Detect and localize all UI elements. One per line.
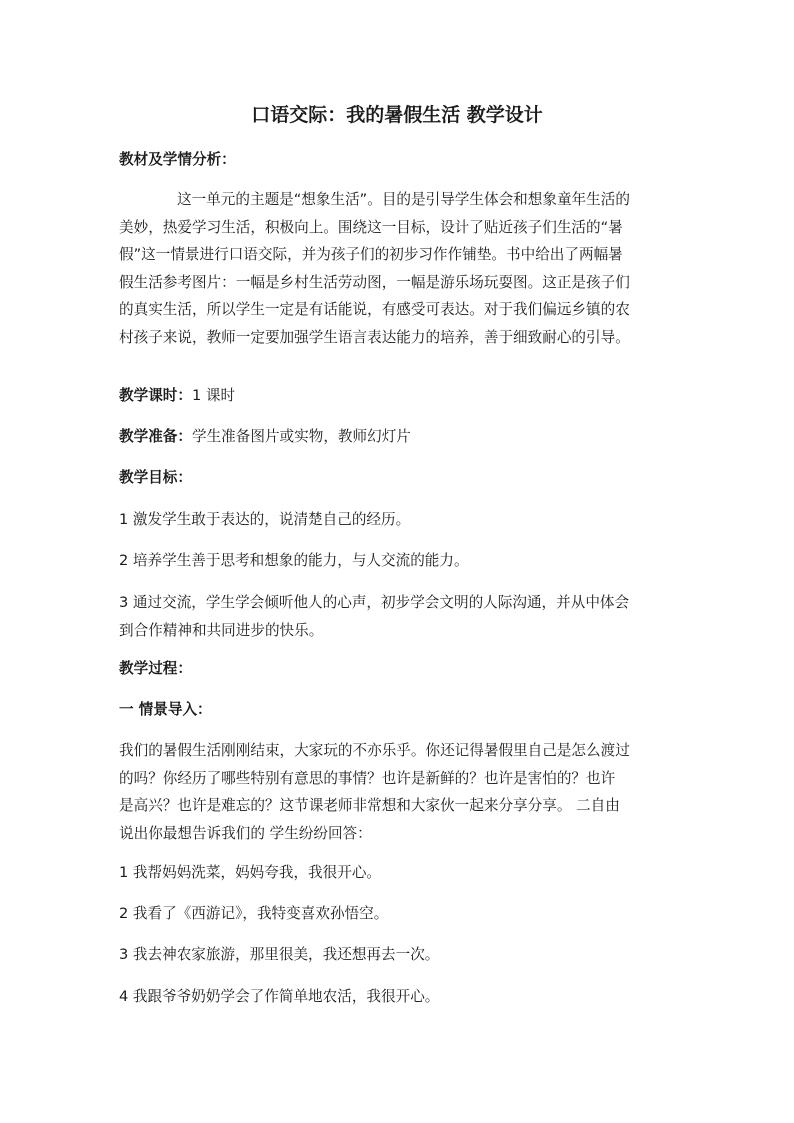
period-row xyxy=(119,383,691,409)
analysis-paragraph xyxy=(119,186,691,351)
prep-label: 教学准备： xyxy=(119,428,192,445)
intro-line: 我们的暑假生活刚刚结束，大家玩的不亦乐乎。你还记得暑假里自己是怎么渡过 xyxy=(119,742,630,759)
intro-line: 的吗？你经历了哪些特别有意思的事情？也许是新鲜的？也许是害怕的？也许 xyxy=(119,769,616,787)
document-title: 口语交际：我的暑假生活 教学设计 xyxy=(251,104,543,126)
goal-item: 2 培养学生善于思考和想象的能力，与人交流的能力。 xyxy=(119,552,469,569)
analysis-heading: 教材及学情分析： xyxy=(119,151,236,168)
goal-item xyxy=(119,589,691,644)
answer-item: 3 我去神农家旅游，那里很美，我还想再去一次。 xyxy=(119,946,440,963)
process-heading: 教学过程： xyxy=(119,660,192,677)
answer-item: 1 我帮妈妈洗菜，妈妈夸我，我很开心。 xyxy=(119,864,382,881)
analysis-line: 村孩子来说，教师一定要加强学生语言表达能力的培养，善于细致耐心的引导。 xyxy=(119,328,630,346)
period-label: 教学课时： xyxy=(119,387,192,404)
prep-row xyxy=(119,424,691,450)
intro-line: 说出你最想告诉我们的 学生纷纷回答： xyxy=(119,824,372,842)
goal-line: 到合作精神和共同进步的快乐。 xyxy=(119,621,324,639)
intro-line: 是高兴？也许是难忘的？这节课老师非常想和大家伙一起来分享分享。 二自由 xyxy=(119,797,620,814)
step-heading: 一 情景导入： xyxy=(119,701,212,718)
period-value: 1 课时 xyxy=(191,387,236,404)
goal-line: 3 通过交流，学生学会倾听他人的心声，初步学会文明的人际沟通，并从中体会 xyxy=(119,594,630,611)
analysis-line: 假”这一情景进行口语交际，并为孩子们的初步习作作铺垫。书中给出了两幅暑 xyxy=(119,246,623,263)
analysis-line: 这一单元的主题是“想象生活”。目的是引导学生体会和想象童年生活的 xyxy=(177,191,630,208)
answer-item: 4 我跟爷爷奶奶学会了作简单地农活，我很开心。 xyxy=(119,988,440,1005)
prep-value: 学生准备图片或实物，教师幻灯片 xyxy=(191,428,411,445)
analysis-line: 假生活参考图片：一幅是乡村生活劳动图，一幅是游乐场玩耍图。这正是孩子们 xyxy=(119,273,630,291)
analysis-line: 的真实生活，所以学生一定是有话能说，有感受可表达。对于我们偏远乡镇的农 xyxy=(119,301,630,318)
goals-heading: 教学目标： xyxy=(119,469,192,486)
analysis-line: 美妙，热爱学习生活，积极向上。围绕这一目标，设计了贴近孩子们生活的“暑 xyxy=(119,218,623,236)
answer-item: 2 我看了《西游记》，我特变喜欢孙悟空。 xyxy=(119,905,389,922)
intro-paragraph xyxy=(119,737,691,847)
goal-item: 1 激发学生敢于表达的，说清楚自己的经历。 xyxy=(119,511,411,528)
